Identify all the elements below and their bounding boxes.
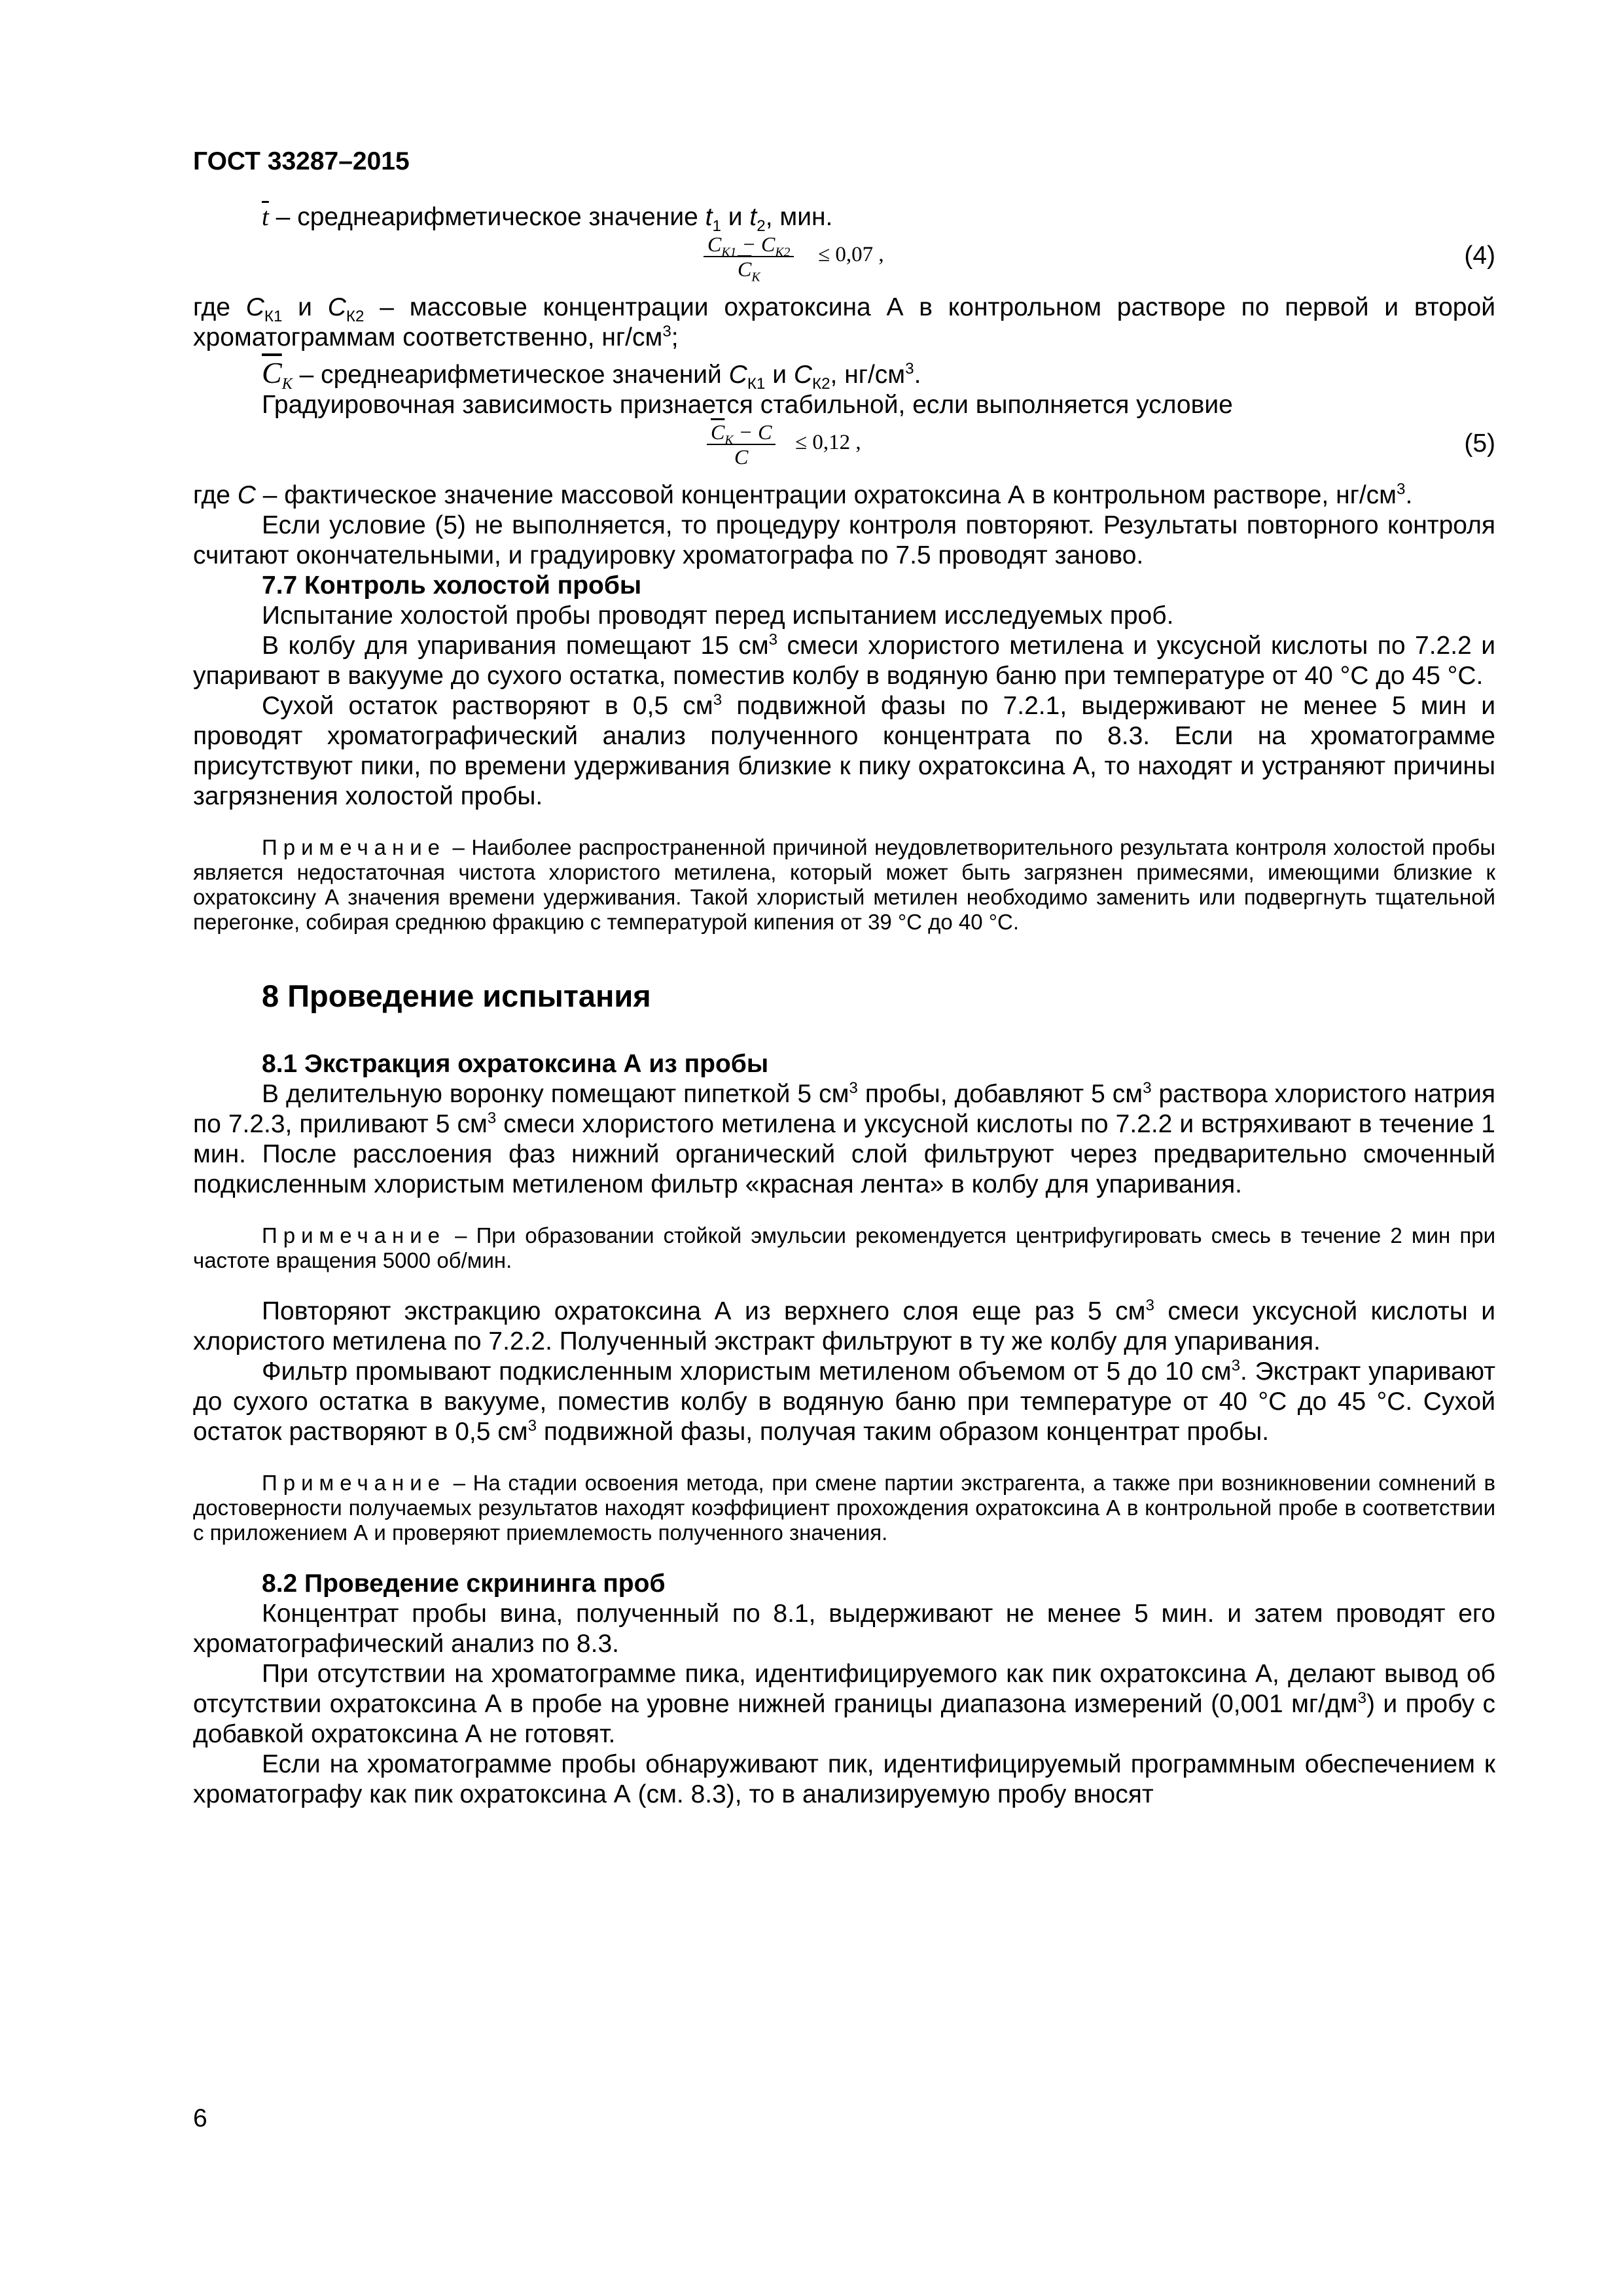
formula-5	[193, 420, 1495, 480]
paragraph-8-2-a: Концентрат пробы вина, полученный по 8.1, выдерживают не менее 5 мин. и затем проводят его хроматографический анализ по 8.3.	[193, 1600, 1495, 1658]
formula-4-fraction: $C_{К1} - C_{К2}$ $\overline{C}_К$	[704, 232, 794, 281]
heading-8: 8 Проведение испытания	[262, 978, 651, 1013]
formula-4-relation: ≤ 0,07 ,	[818, 243, 884, 266]
ck-definition: $\overline{C}_К$ – среднеарифметическое значений $C_{К1}$ и $C_{К2}$, $нг/см^3$.	[262, 356, 921, 393]
note-1: Примечание – Наиболее распространенной причиной неудовлетворительного результата контроля холостой пробы является недостаточная чистота хлористого метилена, который может быть загрязнен примесями, имеющими близкие к охратоксину А значения времени удерживания. Такой хлористый метилен необходимо заменить или подвергнуть тщательной перегонке, собирая среднюю фракцию с температурой кипения от 39 °С до 40 °С.	[193, 835, 1495, 934]
document-page	[193, 147, 1495, 1810]
paragraph-blank-3: Сухой остаток растворяют в 0,5 $см^3$ подвижной фазы по 7.2.1, выдерживают не менее 5 мин и проводят хроматографический анализ полученного концентрата по 8.3. Если на хроматограмме присутствуют пики, по времени удерживания близкие к пику охратоксина А, то находят и устраняют причины загрязнения холостой пробы.	[193, 691, 1495, 810]
note-3: Примечание – На стадии освоения метода, при смене партии экстрагента, а также при возникновении сомнений в достоверности получаемых результатов находят коэффициент прохождения охратоксина А в контрольной пробе в соответствии с приложением А и проверяют приемлемость полученного значения.	[193, 1471, 1495, 1545]
heading-7-7: 7.7 Контроль холостой пробы	[262, 571, 642, 600]
paragraph-if-condition: Если условие (5) не выполняется, то процедуру контроля повторяют. Результаты повторного контроля считают окончательными, и градуировку хроматографа по 7.5 проводят заново.	[193, 511, 1495, 569]
standard-header: ГОСТ 33287–2015	[193, 147, 410, 175]
page-number: 6	[193, 2104, 207, 2132]
paragraph-filter: Фильтр промывают подкисленным хлористым метиленом объемом от 5 до 10 $см^3$. Экстракт упаривают до сухого остатка в вакууме, поместив колбу в водяную баню при температуре от 40 °С до 45 °С. Сухой остаток растворяют в 0,5 $см^3$ подвижной фазы, получая таким образом концентрат пробы.	[193, 1357, 1495, 1446]
formula-5-number: (5)	[1464, 429, 1495, 457]
where-4: где $C_{К1}$ и $C_{К2}$ – массовые концентрации охратоксина А в контрольном растворе по первой и второй хроматограммам соответственно, $нг/см^3$;	[193, 293, 1495, 351]
paragraph-8-2-c: Если на хроматограмме пробы обнаруживают пик, идентифицируемый программным обеспечением к хроматографу как пик охратоксина А (см. 8.3), то в анализируемую пробу вносят	[193, 1750, 1495, 1808]
formula-5-relation: ≤ 0,12 ,	[795, 431, 861, 454]
note-2: Примечание – При образовании стойкой эмульсии рекомендуется центрифугировать смесь в течение 2 мин при частоте вращения 5000 об/мин.	[193, 1223, 1495, 1272]
heading-8-2: 8.2 Проведение скрининга проб	[262, 1570, 666, 1598]
formula-4	[193, 232, 1495, 293]
heading-8-1: 8.1 Экстракция охратоксина А из пробы	[262, 1050, 769, 1078]
paragraph-repeat-extraction: Повторяют экстракцию охратоксина А из верхнего слоя еще раз 5 $см^3$ смеси уксусной кислоты и хлористого метилена по 7.2.2. Полученный экстракт фильтруют в ту же колбу для упаривания.	[193, 1297, 1496, 1355]
where-5: где C – фактическое значение массовой концентрации охратоксина А в контрольном растворе, $нг/см^3$.	[193, 480, 1413, 509]
formula-4-number: (4)	[1464, 242, 1495, 270]
paragraph-blank-1: Испытание холостой пробы проводят перед испытанием исследуемых проб.	[262, 601, 1174, 630]
paragraph-8-1: В делительную воронку помещают пипеткой 5 $см^3$ пробы, добавляют 5 $см^3$ раствора хлористого натрия по 7.2.3, приливают 5 $см^3$ смеси хлористого метилена и уксусной кислоты по 7.2.2 и встряхивают в течение 1 мин. После расслоения фаз нижний органический слой фильтруют через предварительно смоченный подкисленным хлористым метиленом фильтр «красная лента» в колбу для упаривания.	[193, 1079, 1495, 1198]
grad-condition: Градуировочная зависимость признается стабильной, если выполняется условие	[262, 391, 1233, 419]
formula-5-fraction: $\overline{C}_К - C$ C	[707, 420, 776, 469]
paragraph-8-2-b: При отсутствии на хроматограмме пика, идентифицируемого как пик охратоксина А, делают вывод об отсутствии охратоксина А в пробе на уровне нижней границы диапазона измерений (0,001 $мг/дм^3$) и пробу с добавкой охратоксина А не готовят.	[193, 1660, 1496, 1748]
tbar-definition: $\overline{t}$ – среднеарифметическое значение $t_1$ и $t_2$, мин.	[262, 203, 833, 235]
paragraph-blank-2: В колбу для упаривания помещают 15 $см^3$ смеси хлористого метилена и уксусной кислоты по 7.2.2 и упаривают в вакууме до сухого остатка, поместив колбу в водяную баню при температуре от 40 °С до 45 °С.	[193, 631, 1495, 690]
